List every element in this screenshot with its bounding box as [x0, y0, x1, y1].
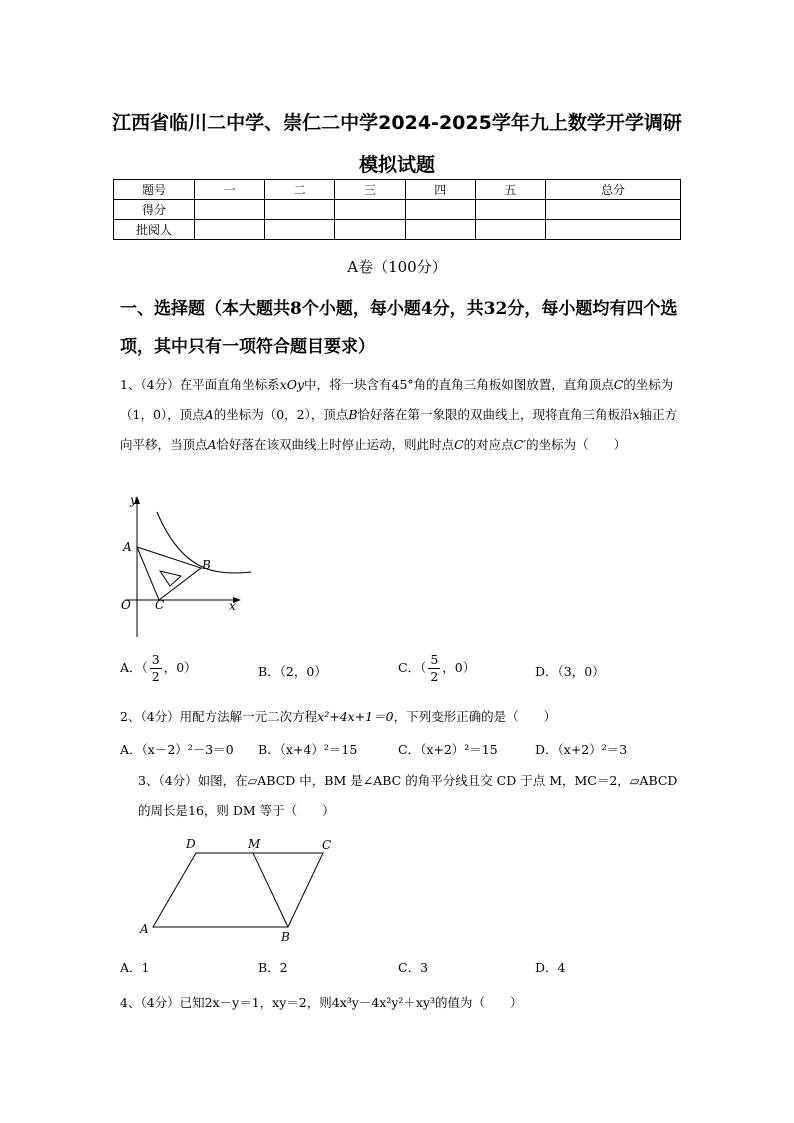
q1-label-b: B — [202, 558, 211, 572]
question-3-line2: 的周长是16，则 DM 等于（ ） — [138, 803, 335, 818]
score-table — [113, 179, 681, 240]
table-cell: 得分 — [114, 200, 195, 220]
q3-option-b[interactable]: B．2 — [258, 960, 288, 975]
q3-label-d: D — [186, 837, 196, 851]
table-cell — [335, 200, 405, 220]
table-cell: 二 — [265, 180, 335, 200]
table-cell: 一 — [195, 180, 265, 200]
table-cell — [546, 220, 681, 240]
table-cell — [265, 200, 335, 220]
section-1-heading: 一、选择题（本大题共8个小题，每小题4分，共32分，每小题均有四个选项，其中只有一项符合题目要求） — [120, 299, 678, 357]
q3-option-a[interactable]: A．1 — [120, 960, 150, 975]
table-row — [114, 220, 681, 240]
table-cell — [335, 220, 405, 240]
q2-option-c[interactable]: C．（x+2）²＝15 — [398, 742, 498, 757]
q1-label-x: x — [229, 599, 236, 613]
question-2: 2、（4分）用配方法解一元二次方程x²+4x+1＝0，下列变形正确的是（ ） — [120, 709, 557, 724]
q1-option-d[interactable]: D．（3，0） — [535, 664, 605, 679]
question-3-line1: 3、（4分）如图，在▱ABCD 中，BM 是∠ABC 的角平分线且交 CD 于点 M，MC＝2，▱ABCD — [138, 773, 678, 788]
q1-option-b[interactable]: B．（2，0） — [258, 664, 327, 679]
q2-options — [120, 740, 680, 760]
table-cell — [195, 220, 265, 240]
table-cell — [405, 200, 475, 220]
table-cell — [405, 220, 475, 240]
exam-title-line2: 模拟试题 — [358, 154, 435, 176]
part-a-heading: A卷（100分） — [347, 258, 447, 276]
q3-label-a: A — [140, 922, 149, 936]
q2-option-d[interactable]: D．（x+2）²＝3 — [535, 742, 628, 757]
question-4: 4、（4分）已知2x－y＝1，xy＝2，则4x³y－4x²y²＋xy³的值为（ ） — [120, 995, 523, 1010]
q1-label-y: y — [130, 493, 137, 507]
q2-option-b[interactable]: B．（x+4）²＝15 — [258, 742, 358, 757]
fraction: $\frac{3}{2}$ — [151, 652, 160, 684]
table-row — [114, 180, 681, 200]
table-cell: 题号 — [114, 180, 195, 200]
table-cell: 总分 — [546, 180, 681, 200]
table-cell — [265, 220, 335, 240]
q1-label-a: A — [123, 540, 132, 554]
q3-options — [120, 958, 680, 978]
q1-label-o: O — [121, 598, 131, 612]
table-cell — [195, 200, 265, 220]
table-row — [114, 200, 681, 220]
q1-figure — [115, 492, 255, 642]
q3-label-m: M — [248, 837, 261, 851]
table-cell: 三 — [335, 180, 405, 200]
q1-option-c[interactable]: C．（ $\frac{5}{2}$ ，0） — [398, 652, 476, 684]
question-1: 1、（4分）在平面直角坐标系xOy中，将一块含有45°角的直角三角板如图放置，直角顶点C的坐标为（1，0），顶点A的坐标为（0，2），顶点B恰好落在第一象限的双曲线上，现将直角三角板沿x轴正方向平移，当顶点A恰好落在该双曲线上时停止运动，则此时点C的对应点C′的坐标为（ ） — [120, 377, 678, 452]
q1-label-c: C — [155, 598, 165, 612]
q3-option-c[interactable]: C．3 — [398, 960, 429, 975]
q1-option-a[interactable]: A．（ $\frac{3}{2}$ ，0） — [120, 652, 197, 684]
fraction: $\frac{5}{2}$ — [430, 652, 439, 684]
q2-option-a[interactable]: A．（x－2）²－3＝0 — [120, 742, 234, 757]
table-cell — [475, 200, 545, 220]
table-cell: 批阅人 — [114, 220, 195, 240]
table-cell: 四 — [405, 180, 475, 200]
q1-options — [120, 652, 680, 692]
q3-option-d[interactable]: D．4 — [535, 960, 566, 975]
exam-title-line1: 江西省临川二中学、崇仁二中学2024-2025学年九上数学开学调研 — [112, 112, 682, 134]
q3-label-b: B — [281, 930, 290, 944]
q3-label-c: C — [322, 838, 332, 852]
table-cell: 五 — [475, 180, 545, 200]
table-cell — [475, 220, 545, 240]
table-cell — [546, 200, 681, 220]
q3-figure — [138, 835, 343, 945]
